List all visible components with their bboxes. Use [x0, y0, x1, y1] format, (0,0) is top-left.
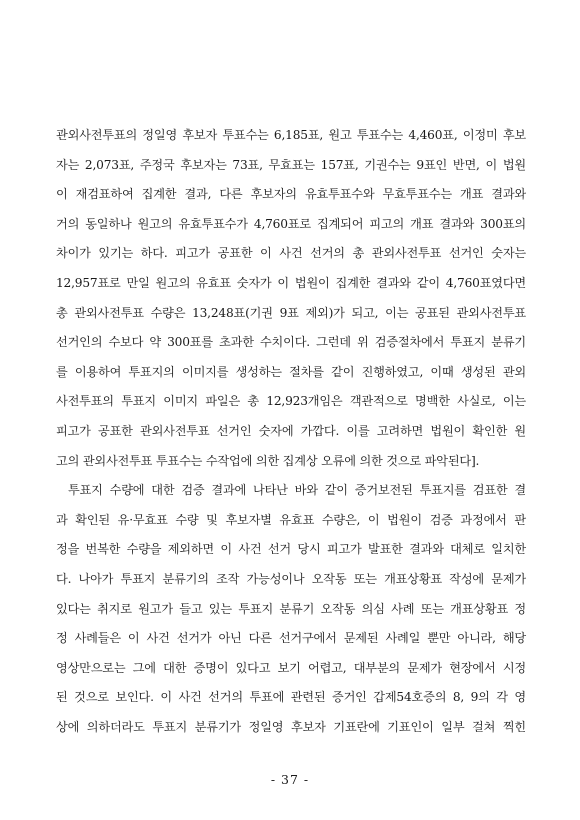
body-text — [56, 121, 526, 742]
paragraph-first-line: 투표지 수량에 대한 검증 결과에 나타난 바와 같이 증거보전된 투표지를 검표한 결 — [68, 483, 526, 498]
text-line: 있다는 취지로 원고가 들고 있는 투표지 분류기 오작동 의심 사례 또는 개표상황표 정 — [56, 601, 526, 616]
text-line: 사전투표의 투표지 이미지 파일은 총 12,923개임은 객관적으로 명백한 사실로, 이는 — [56, 394, 526, 409]
text-line: 상에 의하더라도 투표지 분류기가 정일영 후보자 기표란에 기표인이 일부 걸쳐 찍힌 — [56, 719, 526, 734]
text-line: 과 확인된 유·무효표 수량 및 후보자별 유효표 수량은, 이 법원이 검증 과정에서 판 — [56, 512, 526, 527]
text-line: 피고가 공표한 관외사전투표 선거인 숫자에 가깝다. 이를 고려하면 법원이 확인한 원 — [56, 423, 526, 438]
text-line: 를 이용하여 투표지의 이미지를 생성하는 절차를 같이 진행하였고, 이때 생성된 관외 — [56, 364, 526, 379]
text-line: 12,957표로 만일 원고의 유효표 숫자가 이 법원이 집계한 결과와 같이 4,760표였다면 — [56, 275, 526, 290]
text-line: 자는 2,073표, 주정국 후보자는 73표, 무효표는 157표, 기권수는 9표인 반면, 이 법원 — [56, 157, 526, 172]
text-line: 정을 번복한 수량을 제외하면 이 사건 선거 당시 피고가 발표한 결과와 대체로 일치한 — [56, 542, 526, 557]
text-line: 정 사례들은 이 사건 선거가 아닌 다른 선거구에서 문제된 사례일 뿐만 아니라, 해당 — [56, 631, 526, 646]
page-number: - 37 - — [270, 772, 310, 787]
text-line: 영상만으로는 그에 대한 증명이 있다고 보기 어렵고, 대부분의 문제가 현장에서 시정 — [56, 660, 526, 675]
text-line: 된 것으로 보인다. 이 사건 선거의 투표에 관련된 증거인 갑제54호증의 8, 9의 각 영 — [56, 690, 526, 705]
text-line: 관외사전투표의 정일영 후보자 투표수는 6,185표, 원고 투표수는 4,460표, 이정미 후보 — [56, 128, 526, 142]
text-line: 총 관외사전투표 수량은 13,248표(기권 9표 제외)가 되고, 이는 공표된 관외사전투표 — [56, 305, 526, 320]
text-line: 거의 동일하나 원고의 유효투표수가 4,760표로 집계되어 피고의 개표 결과와 300표의 — [56, 216, 526, 231]
text-line: 고의 관외사전투표 투표수는 수작업에 의한 집계상 오류에 의한 것으로 파악된다]. — [56, 453, 480, 468]
text-line: 차이가 있기는 하다. 피고가 공표한 이 사건 선거의 총 관외사전투표 선거인 숫자는 — [56, 246, 526, 261]
text-line: 다. 나아가 투표지 분류기의 조작 가능성이나 오작동 또는 개표상황표 작성에 문제가 — [56, 571, 526, 586]
text-line: 선거인의 수보다 약 300표를 초과한 수치이다. 그런데 위 검증절차에서 투표지 분류기 — [56, 335, 526, 350]
text-line: 이 재검표하여 집계한 결과, 다른 후보자의 유효투표수와 무효투표수는 개표 결과와 — [56, 187, 526, 202]
